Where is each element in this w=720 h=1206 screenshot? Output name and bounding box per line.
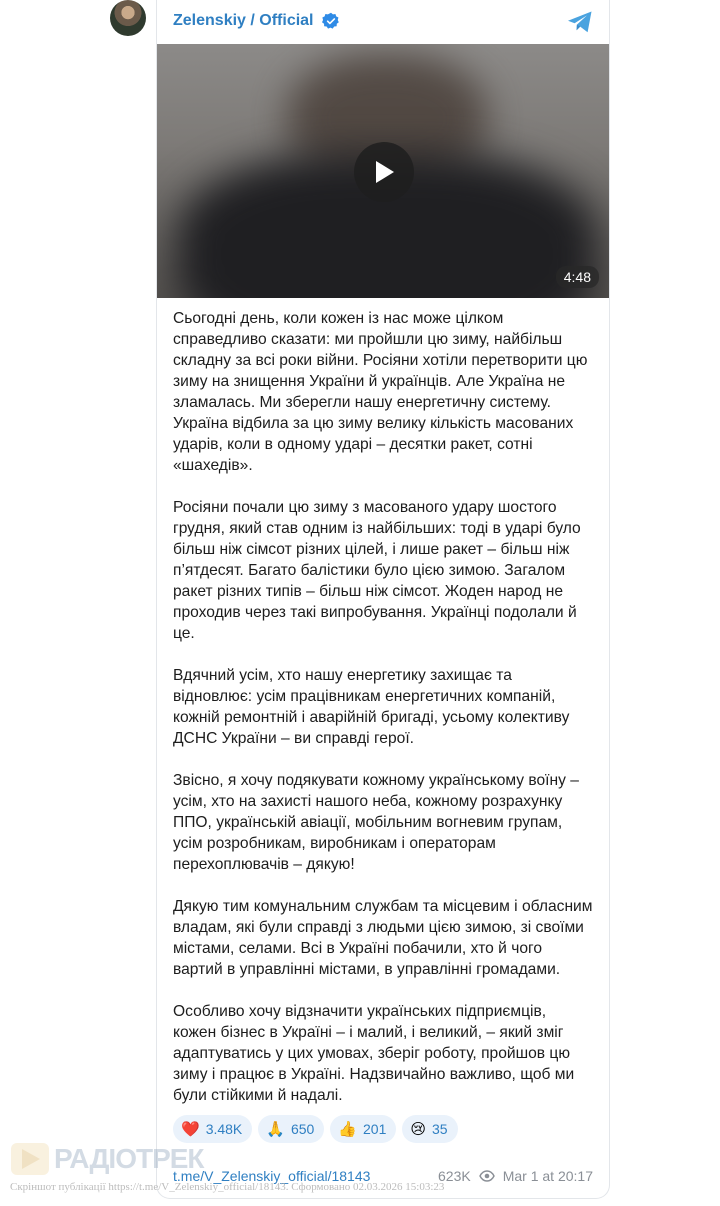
post-text <box>157 298 609 1106</box>
telegram-icon[interactable] <box>567 10 593 34</box>
reaction-count: 3.48K <box>205 1121 243 1137</box>
reaction-thumbs-up[interactable] <box>330 1115 396 1143</box>
pray-icon: 🙏 <box>266 1120 285 1138</box>
video-duration: 4:48 <box>556 266 599 288</box>
post-paragraph: Сьогодні день, коли кожен із нас може цілком справедливо сказати: ми пройшли цю зиму, найбільш складну за всі роки війни. Росіяни хотіли перетворити цю зиму на знищення України й українців. Але Україна не зламалась. Ми зберегли нашу енергетичну систему. Україна відбила за цю зиму велику кількість масованих ударів, коли в одному ударі – десятки ракет, сотні «шахедів». <box>173 310 588 474</box>
play-icon <box>372 159 396 185</box>
reaction-heart[interactable] <box>173 1115 252 1143</box>
post-paragraph: Звісно, я хочу подякувати кожному українському воїну – усім, хто на захисті нашого неба, кожному розрахунку ППО, українській авіації, мобільним вогневим групам, усім розробникам, виробникам і операторам перехоплювачів – дякую! <box>173 772 579 873</box>
post-link[interactable]: t.me/V_Zelenskiy_official/18143 <box>173 1168 371 1184</box>
reaction-pray[interactable] <box>258 1115 324 1143</box>
post-paragraph: Вдячний усім, хто нашу енергетику захищає та відновлює: усім працівникам енергетичних компаній, кожній ремонтній і аварійній бригаді, усьому колективу ДСНС України – ви справді герої. <box>173 667 570 747</box>
heart-icon: ❤️ <box>181 1120 200 1138</box>
post-date[interactable]: Mar 1 at 20:17 <box>502 1168 593 1184</box>
verified-badge-icon <box>322 12 340 30</box>
eye-icon <box>479 1170 495 1182</box>
post-card <box>156 0 610 1199</box>
radiotrek-logo-text: РАДІОТРЕК <box>54 1143 204 1174</box>
channel-avatar[interactable] <box>110 0 146 36</box>
radiotrek-logo <box>10 1142 204 1176</box>
channel-name[interactable]: Zelenskiy / Official <box>173 12 314 29</box>
screenshot-caption: Скріншот публікації https://t.me/V_Zelenskiy_official/18143. Сформовано 02.03.2026 15:03:23 <box>10 1181 445 1193</box>
reactions-bar <box>157 1106 609 1143</box>
reaction-count: 650 <box>290 1121 315 1137</box>
play-triangle-icon <box>10 1142 50 1176</box>
views-count: 623K <box>438 1168 471 1184</box>
crying-face-icon: 😢 <box>410 1120 427 1138</box>
thumbs-up-icon: 👍 <box>338 1120 358 1138</box>
post-meta <box>438 1168 593 1184</box>
channel-title[interactable] <box>173 12 340 30</box>
post-paragraph: Росіяни почали цю зиму з масованого удару шостого грудня, який став одним із найбільших: тоді в ударі було більш ніж сімсот різних цілей, і лише ракет – більш ніж п’ятдесят. Багато балістики було цією зимою. Загалом ракет різних типів – більш ніж сімсот. Жоден народ не проходив через такі випробування. Українці подолали й це. <box>173 499 581 642</box>
post-header <box>157 0 609 44</box>
reaction-crying[interactable] <box>402 1115 457 1143</box>
reaction-count: 201 <box>363 1121 387 1137</box>
video-player[interactable] <box>157 44 609 298</box>
reaction-count: 35 <box>432 1121 448 1137</box>
post-paragraph: Особливо хочу відзначити українських підприємців, кожен бізнес в Україні – і малий, і великий, – який зміг адаптуватись у цих умовах, зберіг роботу, пройшов цю зиму і працює в Україні. Надзвичайно важливо, щоб ми були стійкими й надалі. <box>173 1003 575 1104</box>
play-button[interactable] <box>354 142 414 202</box>
post-paragraph: Дякую тим комунальним службам та місцевим і обласним владам, які були справді з людьми цією зимою, зі своїми містами, селами. Всі в Україні побачили, хто й чого вартий в управлінні містами, в управлінні громадами. <box>173 898 593 978</box>
